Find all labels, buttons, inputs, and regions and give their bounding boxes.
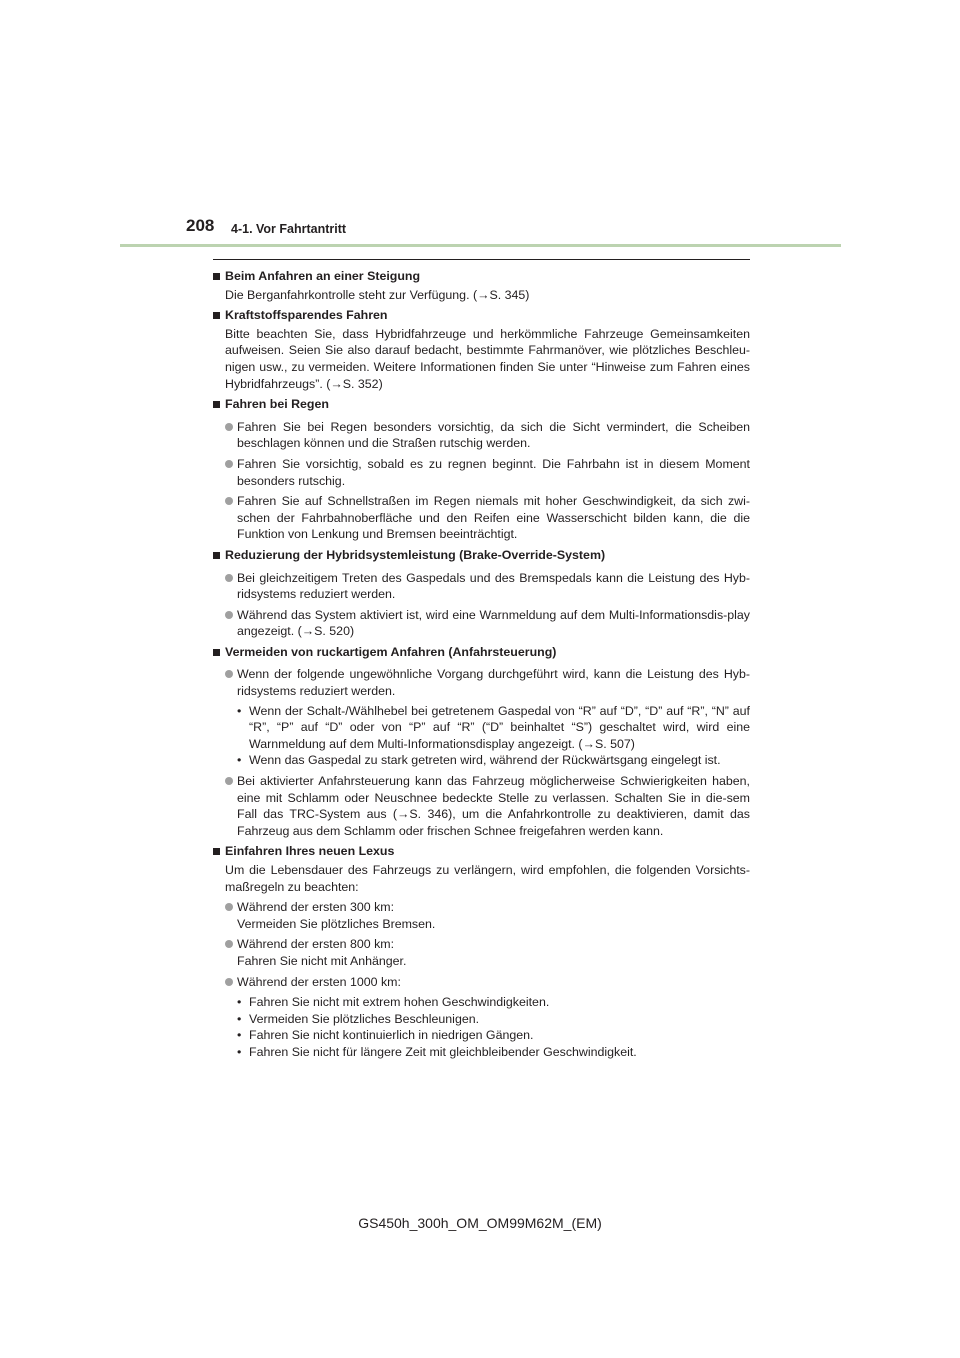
list-item: Während der ersten 800 km: Fahren Sie nicht mit Anhänger. [225,936,750,969]
section-heading: Kraftstoffsparendes Fahren [225,308,388,323]
section-heading: Vermeiden von ruckartigem Anfahren (Anfahrsteuerung) [225,644,557,659]
list-item: Während der ersten 300 km: Vermeiden Sie plötzliches Bremsen. [225,899,750,932]
square-bullet-icon [213,644,225,663]
section-hill-start [213,268,750,303]
section-body: Um die Lebensdauer des Fahrzeugs zu verlängern, wird empfohlen, die folgenden Vorsichts-maßregeln zu beachten: [225,863,750,894]
circle-bullet-icon [225,493,237,543]
list-item: Bei aktivierter Anfahrsteuerung kann das Fahrzeug möglicherweise Schwierigkeiten haben, eine mit Schlamm oder Neuschnee bedeckte Stelle zu verlassen. Schalten Sie in die-sem Fall das TRC-System aus (→S. 346), um die Anfahrkontrolle zu deaktivieren, damit das Fahrzeug aus dem Schlamm oder frischen Schnee freigefahren werden kann. [225,773,750,839]
sub-list-item: • Fahren Sie nicht für längere Zeit mit gleichbleibender Geschwindigkeit. [237,1044,637,1059]
section-heading: Beim Anfahren an einer Steigung [225,269,421,283]
circle-bullet-icon [225,607,237,640]
circle-bullet-icon [225,974,237,992]
sub-list [225,703,750,769]
square-bullet-icon [213,268,225,287]
circle-bullet-icon [225,936,237,969]
section-fuel-saving [213,307,750,392]
page-number: 208 [186,216,215,235]
header-rule [120,244,841,247]
section-title: 4-1. Vor Fahrtantritt [231,222,347,236]
circle-bullet-icon [225,773,237,839]
section-heading: Fahren bei Regen [225,397,329,412]
section-heading: Einfahren Ihres neuen Lexus [225,844,395,859]
square-bullet-icon [213,396,225,415]
section-body: Bitte beachten Sie, dass Hybridfahrzeuge und herkömmliche Fahrzeuge Gemeinsamkeiten aufweisen. Seien Sie also darauf bedacht, bestimmte Fahrmanöver, wie plötzliches Beschleu-nigen usw., zu vermeiden. Weitere Informationen finden Sie unter “Hinweise zum Fahren eines Hybridfahrzeugs”. (→S. 352) [225,326,750,391]
list-item: Fahren Sie vorsichtig, sobald es zu regnen beginnt. Die Fahrbahn ist in diesem Moment besonders rutschig. [225,456,750,489]
sub-list-item: • Wenn das Gaspedal zu stark getreten wird, während der Rückwärtsgang eingelegt ist. [237,753,721,768]
list-item: Während der ersten 1000 km: [225,974,750,992]
sub-list-item: • Wenn der Schalt-/Wählhebel bei getretenem Gaspedal von “R” auf “D”, “D” auf “R”, “N” auf “R”, “P” auf “D” oder von “P” auf “R” (“D” beinhaltet “S”) geschaltet wird, wird eine Warnmeldung auf dem Multi-Informationsdisplay angezeigt. (→S. 507) [237,703,750,751]
list-item: Während das System aktiviert ist, wird eine Warnmeldung auf dem Multi-Informationsdis-play angezeigt. (→S. 520) [225,607,750,640]
circle-bullet-icon [225,899,237,932]
square-bullet-icon [213,843,225,862]
sub-list-item: • Fahren Sie nicht mit extrem hohen Geschwindigkeiten. [237,995,550,1010]
section-heading: Reduzierung der Hybridsystemleistung (Brake-Override-System) [225,547,606,562]
document-footer: GS450h_300h_OM_OM99M62M_(EM) [358,1215,602,1231]
section-brake-override [213,547,750,640]
section-drive-start-control [213,644,750,840]
sub-list-item: • Fahren Sie nicht kontinuierlich in niedrigen Gängen. [237,1028,534,1043]
list-item: Bei gleichzeitigem Treten des Gaspedals und des Bremspedals kann die Leistung des Hyb-ridsystems reduziert werden. [225,570,750,603]
section-break-in [213,843,750,1060]
sub-list-item: • Vermeiden Sie plötzliches Beschleunigen. [237,1011,480,1026]
page-content [213,268,750,1061]
top-rule [213,259,750,260]
square-bullet-icon [213,307,225,326]
list-item: Wenn der folgende ungewöhnliche Vorgang durchgeführt wird, kann die Leistung des Hyb-ridsystems reduziert werden. [225,666,750,699]
circle-bullet-icon [225,419,237,452]
section-body: Die Berganfahrkontrolle steht zur Verfügung. (→S. 345) [225,287,530,302]
circle-bullet-icon [225,456,237,489]
section-rain-driving [213,396,750,543]
sub-list [225,994,750,1060]
square-bullet-icon [213,547,225,566]
circle-bullet-icon [225,570,237,603]
circle-bullet-icon [225,666,237,699]
list-item: Fahren Sie auf Schnellstraßen im Regen niemals mit hoher Geschwindigkeit, da sich zwi-schen der Fahrbahnoberfläche und den Reifen eine Wasserschicht bilden kann, die die Funktion von Lenkung und Bremsen beeinträchtigt. [225,493,750,543]
list-item: Fahren Sie bei Regen besonders vorsichtig, da sich die Sicht vermindert, die Scheiben beschlagen können und die Straßen rutschig werden. [225,419,750,452]
